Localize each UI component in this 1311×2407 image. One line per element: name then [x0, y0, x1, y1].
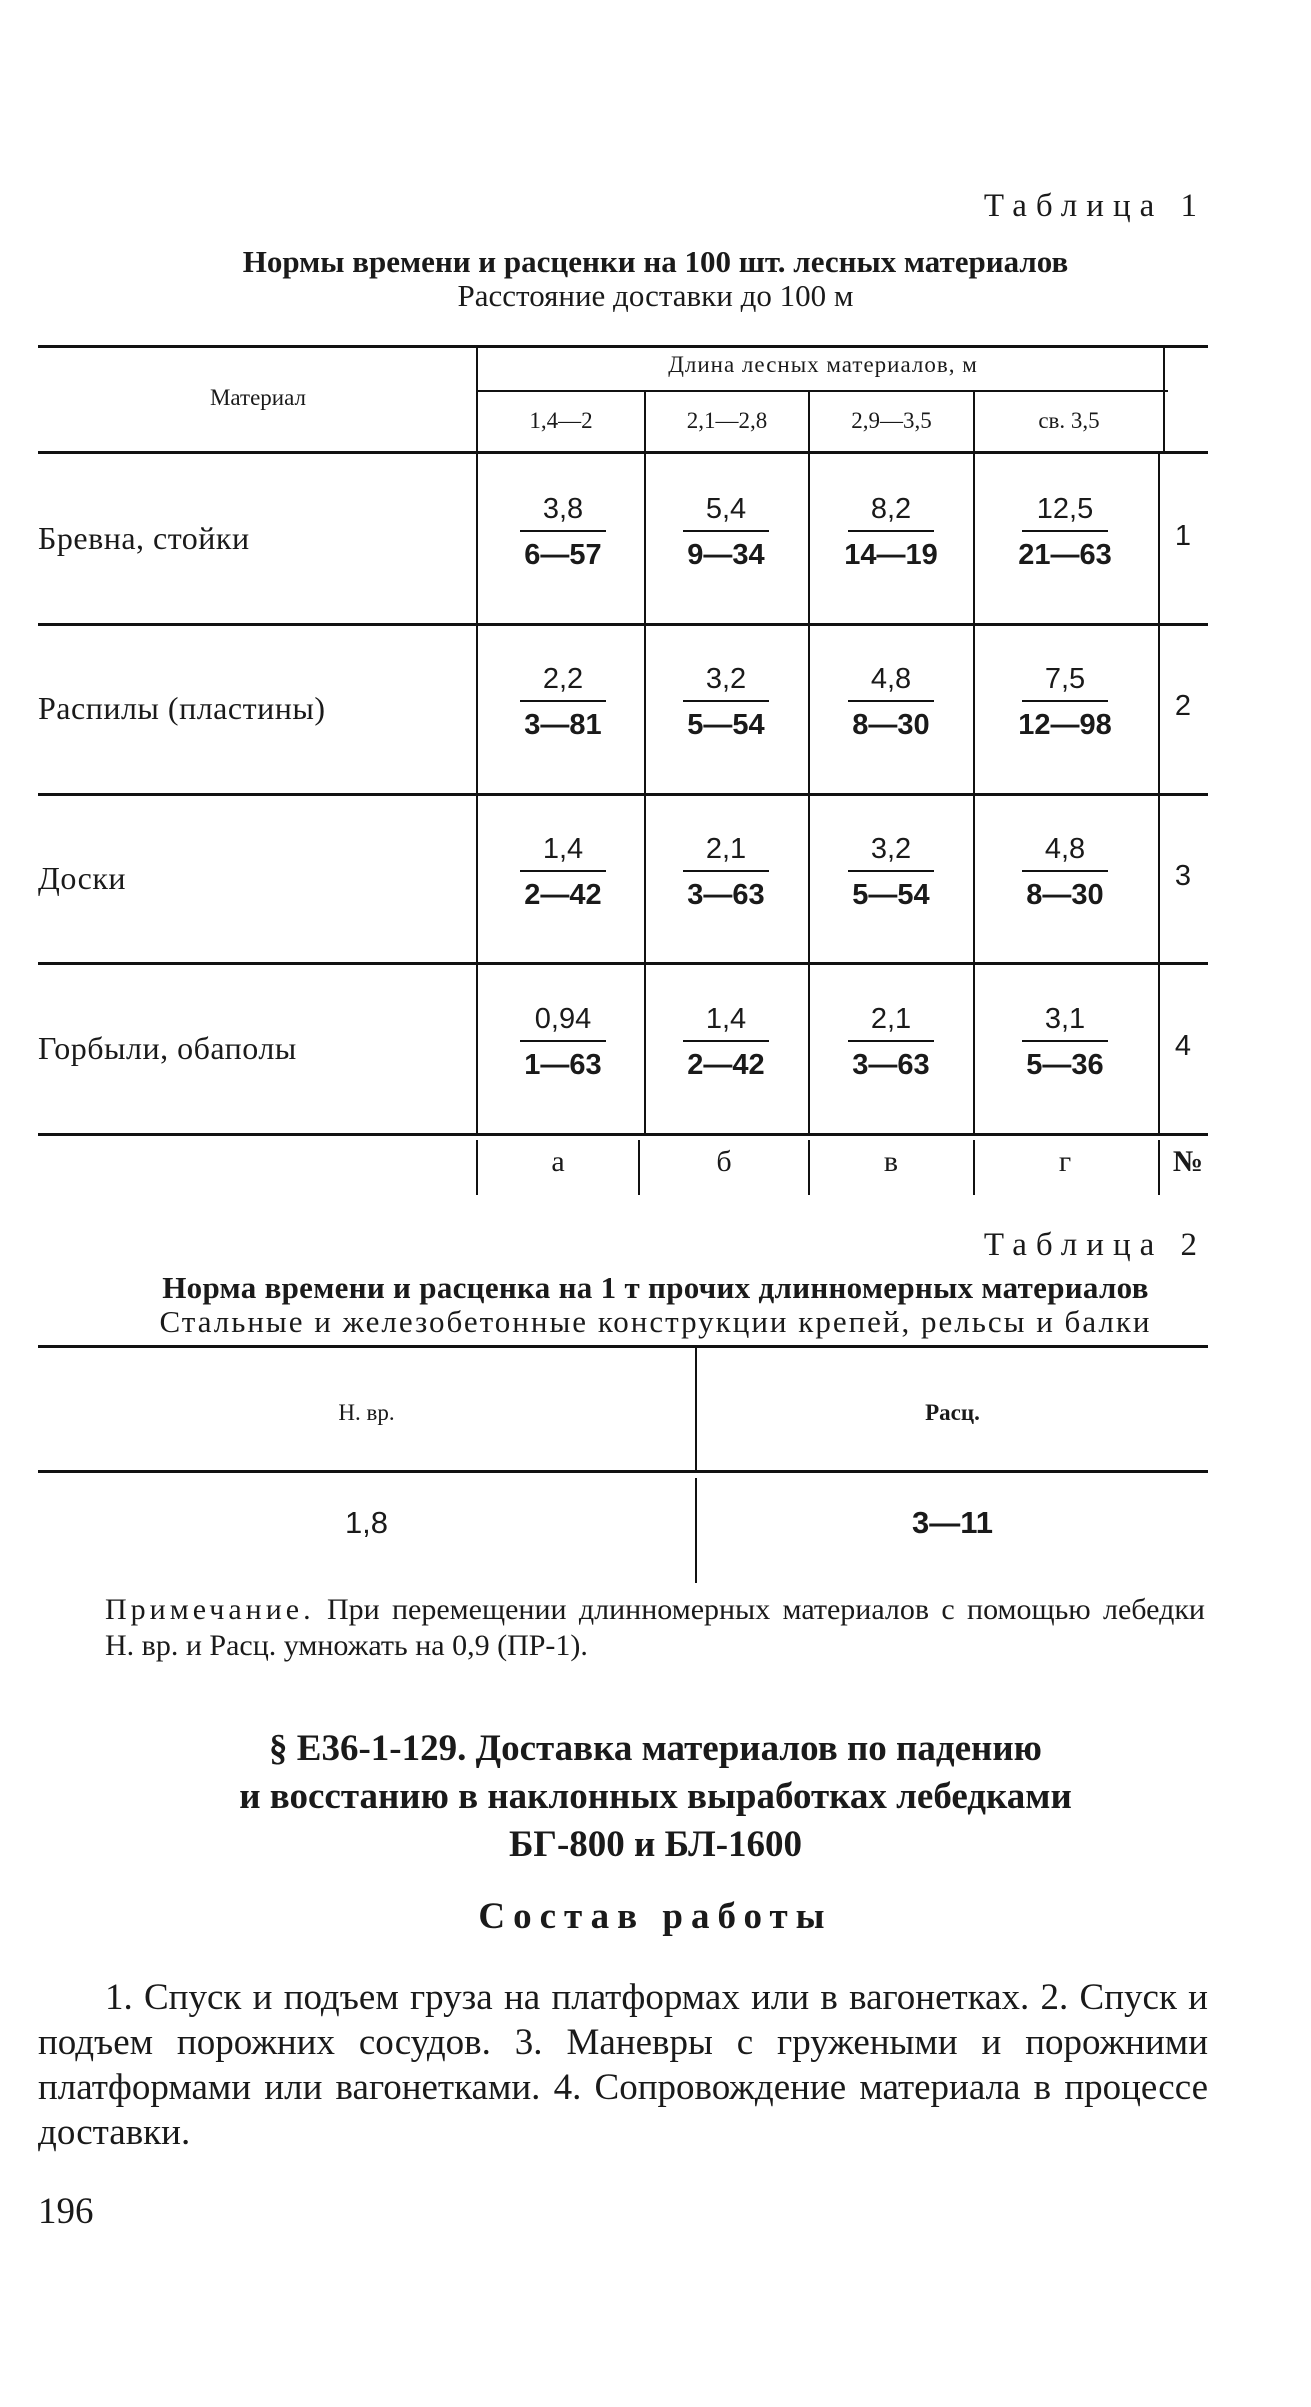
- section-line-2: и восстанию в наклонных выработках лебедками: [239, 1776, 1072, 1817]
- row-name-4: Горбыли, обаполы: [38, 1030, 297, 1066]
- table1: [38, 345, 1208, 1200]
- cell-2a: 2,2 3—81: [483, 660, 643, 744]
- cell-4b: 1,4 2—42: [646, 1000, 806, 1084]
- section-line-3: БГ-800 и БЛ-1600: [508, 1824, 803, 1865]
- value-norm: 1,8: [344, 1505, 389, 1540]
- cell-3c: 3,2 5—54: [811, 830, 971, 914]
- table1-title: Нормы времени и расценки на 100 шт. лесных материалов: [242, 244, 1069, 279]
- table1-caption: Таблица 1: [983, 188, 1206, 224]
- cell-1b: 5,4 9—34: [646, 490, 806, 574]
- row-name-3: Доски: [38, 860, 126, 896]
- header-rate: Расц.: [925, 1400, 980, 1425]
- cell-2d: 7,5 12—98: [1018, 663, 1112, 741]
- value-rate: 3—11: [911, 1505, 993, 1540]
- cell-2b: 3,2 5—54: [646, 660, 806, 744]
- note-text: При перемещении длинномерных материалов с помощью лебедки Н. вр. и Расц. умножать на 0,9 (ПР-1).: [105, 1593, 1205, 1662]
- number-sign: №: [1172, 1145, 1204, 1178]
- cell-1c: 8,2 14—19: [844, 493, 938, 571]
- cell-4c: 2,1 3—63: [811, 1000, 971, 1084]
- note: [105, 1592, 1205, 1664]
- row-num-2: 2: [1174, 690, 1192, 722]
- header-norm: Н. вр.: [338, 1400, 395, 1425]
- cell-4a: 0,94 1—63: [483, 1000, 643, 1084]
- row-name-1: Бревна, стойки: [38, 520, 250, 556]
- note-label: Примечание.: [105, 1593, 315, 1626]
- cell-3d: 4,8 8—30: [985, 830, 1145, 914]
- row-num-4: 4: [1174, 1030, 1192, 1062]
- table1-subtitle: Расстояние доставки до 100 м: [457, 278, 854, 313]
- header-length: Длина лесных материалов, м: [668, 352, 978, 377]
- section-heading: [0, 1725, 1311, 1869]
- table2-subtitle: Стальные и железобетонные конструкции крепей, рельсы и балки: [159, 1304, 1152, 1339]
- length-col-d: св. 3,5: [1038, 408, 1100, 433]
- length-col-a: 1,4—2: [529, 408, 593, 433]
- page-number: 196: [38, 2191, 94, 2232]
- table2: [38, 1345, 1208, 1585]
- cell-1d: 12,5 21—63: [1018, 493, 1112, 571]
- cell-1a: 3,8 6—57: [483, 490, 643, 574]
- row-num-3: 3: [1174, 860, 1192, 892]
- cell-3a: 1,4 2—42: [483, 830, 643, 914]
- cell-3b: 2,1 3—63: [646, 830, 806, 914]
- header-material: Материал: [209, 385, 307, 410]
- section-line-1: § Е36-1-129. Доставка материалов по падению: [269, 1728, 1042, 1769]
- cell-4d: 3,1 5—36: [985, 1000, 1145, 1084]
- col-letter-b: б: [716, 1145, 732, 1178]
- table2-caption: Таблица 2: [983, 1227, 1206, 1263]
- row-num-1: 1: [1174, 520, 1192, 552]
- row-name-2: Распилы (пластины): [38, 690, 326, 726]
- body-paragraph: 1. Спуск и подъем груза на платформах или в вагонетках. 2. Спуск и подъем порожних сосудов. 3. Маневры с гружеными и порожними платформами или вагонетками. 4. Сопровождение материала в процессе доставки.: [38, 1977, 1208, 2153]
- work-composition-heading: Состав работы: [478, 1896, 833, 1937]
- col-letter-c: в: [883, 1145, 899, 1178]
- cell-2c: 4,8 8—30: [811, 660, 971, 744]
- length-col-b: 2,1—2,8: [686, 408, 768, 433]
- col-letter-d: г: [1058, 1145, 1072, 1178]
- col-letter-a: а: [551, 1145, 565, 1178]
- length-col-c: 2,9—3,5: [851, 408, 932, 433]
- table2-title: Норма времени и расценка на 1 т прочих длинномерных материалов: [162, 1270, 1149, 1305]
